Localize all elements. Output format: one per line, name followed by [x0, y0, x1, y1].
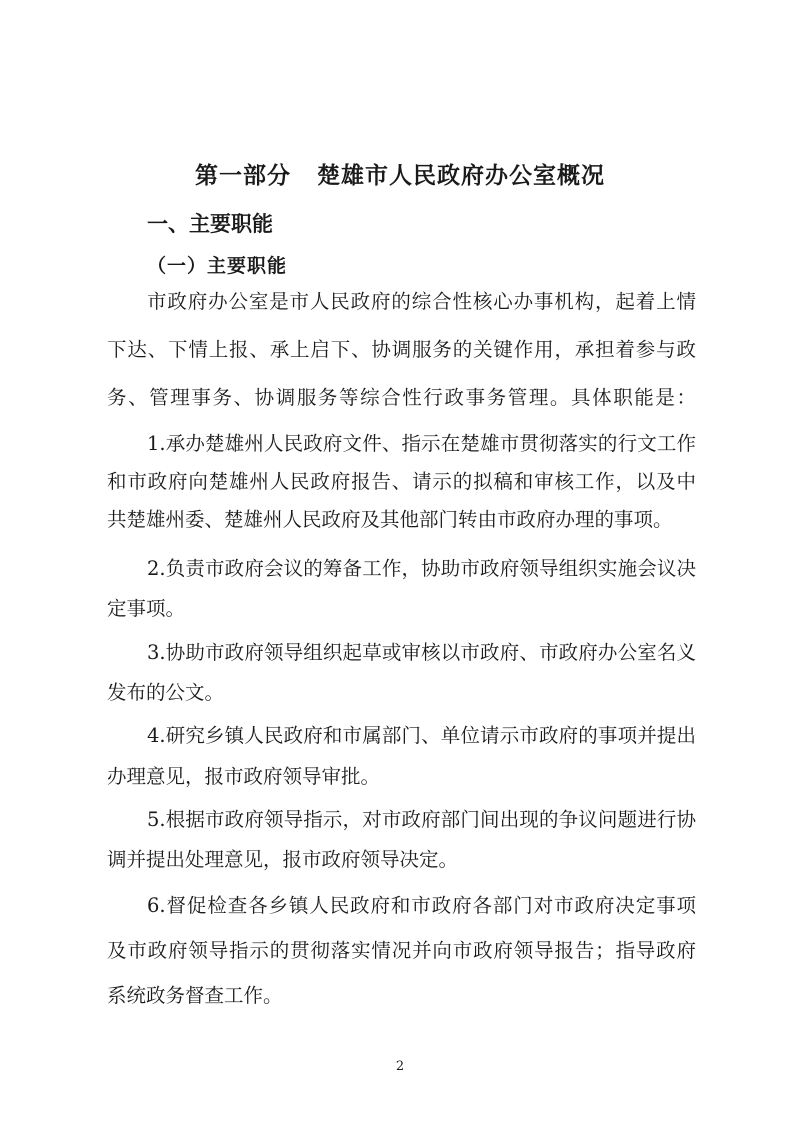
page-title [0, 157, 800, 190]
paragraph-line: 系统政务督查工作。 [107, 984, 283, 1007]
title-name: 楚雄市人民政府办公室概况 [317, 163, 605, 189]
paragraph-line: 办理意见，报市政府领导审批。 [107, 765, 381, 788]
paragraph-line: 共楚雄州委、楚雄州人民政府及其他部门转由市政府办理的事项。 [107, 508, 673, 531]
paragraph-line: 下达、下情上报、承上启下、协调服务的关键作用，承担着参与政 [107, 338, 696, 361]
paragraph-line: 及市政府领导指示的贯彻落实情况并向市政府领导报告；指导政府 [107, 939, 696, 962]
paragraph-line: 6.督促检查各乡镇人民政府和市政府各部门对市政府决定事项 [147, 894, 696, 917]
paragraph-line: 务、管理事务、协调服务等综合性行政事务管理。具体职能是： [107, 386, 696, 409]
paragraph-line: 市政府办公室是市人民政府的综合性核心办事机构，起着上情 [147, 290, 696, 313]
paragraph-line: 调并提出处理意见，报市政府领导决定。 [107, 848, 459, 871]
paragraph-line: 和市政府向楚雄州人民政府报告、请示的拟稿和审核工作，以及中 [107, 470, 696, 493]
paragraph-line: 4.研究乡镇人民政府和市属部门、单位请示市政府的事项并提出 [147, 724, 696, 747]
paragraph-line: 1.承办楚雄州人民政府文件、指示在楚雄市贯彻落实的行文工作 [147, 432, 696, 455]
title-part: 第一部分 [195, 163, 291, 189]
paragraph-line: 定事项。 [107, 597, 186, 620]
subsection-heading: （一）主要职能 [147, 255, 288, 277]
paragraph-line: 5.根据市政府领导指示，对市政府部门间出现的争议问题进行协 [147, 808, 696, 831]
paragraph-line: 发布的公文。 [107, 681, 225, 704]
paragraph-line: 2.负责市政府会议的筹备工作，协助市政府领导组织实施会议决 [147, 557, 696, 580]
section-heading: 一、主要职能 [147, 212, 273, 236]
page-number: 2 [395, 1059, 405, 1074]
paragraph-line: 3.协助市政府领导组织起草或审核以市政府、市政府办公室名义 [147, 641, 696, 664]
